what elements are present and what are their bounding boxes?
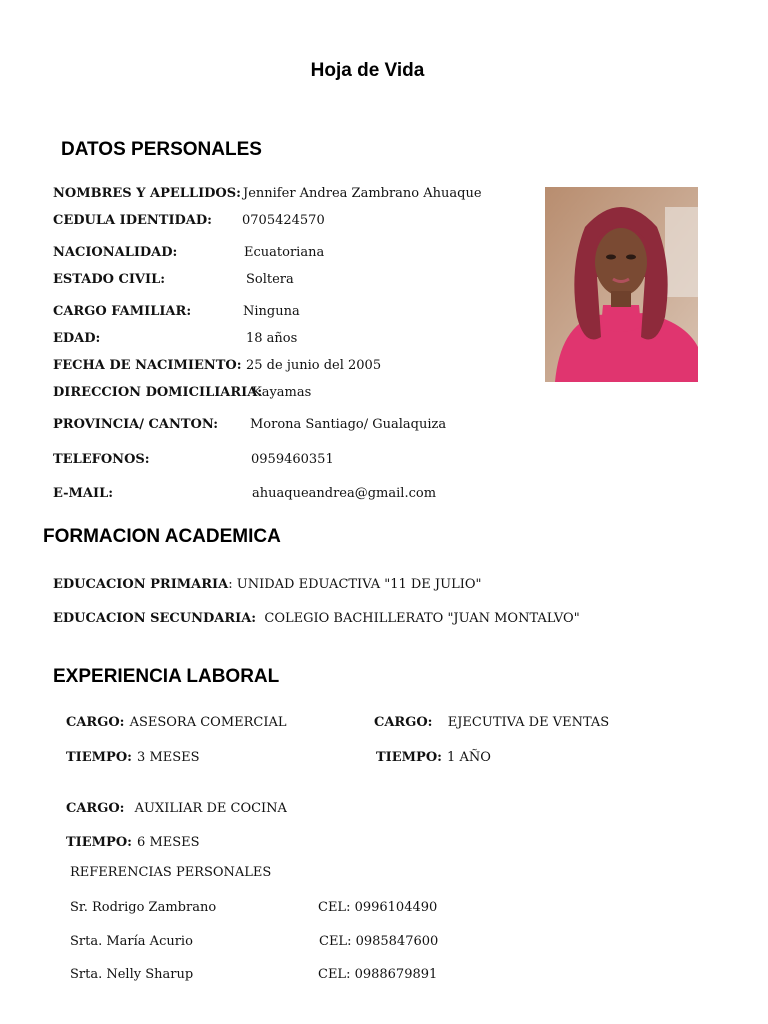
name-label: NOMBRES Y APELLIDOS: [53,186,241,201]
section-heading-experience: EXPERIENCIA LABORAL [53,666,280,687]
reference-phone: CEL: 0996104490 [318,900,438,915]
job-2-cargo [374,711,609,730]
job-3-cargo-value: AUXILIAR DE COCINA [134,801,287,816]
secondary-education-label: EDUCACION SECUNDARIA: [53,611,257,626]
id-label: CEDULA IDENTIDAD: [53,213,212,228]
birth-date-label: FECHA DE NACIMIENTO: [53,358,242,373]
primary-education-value: UNIDAD EDUACTIVA "11 DE JULIO" [236,577,482,592]
tiempo-label: TIEMPO: [66,835,132,850]
civil-status-value: Soltera [246,272,294,287]
reference-name: Srta. Nelly Sharup [70,967,194,982]
address-value: Kayamas [252,385,312,400]
reference-phone: CEL: 0988679891 [318,967,438,982]
tiempo-label: TIEMPO: [66,750,132,765]
address-label: DIRECCION DOMICILIARIA: [53,385,263,400]
reference-name: Srta. María Acurio [70,934,193,949]
phone-value: 0959460351 [251,452,334,467]
job-2-tiempo [376,746,491,765]
cargo-label: CARGO: [374,715,433,730]
job-1-tiempo-value: 3 MESES [137,750,200,765]
job-1-tiempo [66,746,200,765]
section-heading-personal: DATOS PERSONALES [61,139,262,160]
age-label: EDAD: [53,331,101,346]
job-3-tiempo-value: 6 MESES [137,835,200,850]
reference-phone: CEL: 0985847600 [319,934,439,949]
job-3-tiempo [66,831,200,850]
age-value: 18 años [246,331,298,346]
job-2-tiempo-value: 1 AÑO [447,750,491,765]
references-heading: REFERENCIAS PERSONALES [70,865,272,880]
secondary-education-row [53,607,580,626]
cargo-label: CARGO: [66,715,125,730]
email-label: E-MAIL: [53,486,114,501]
province-label: PROVINCIA/ CANTON: [53,417,219,432]
tiempo-label: TIEMPO: [376,750,442,765]
primary-education-row [53,573,482,592]
phone-label: TELEFONOS: [53,452,150,467]
secondary-education-value: COLEGIO BACHILLERATO "JUAN MONTALVO" [264,611,580,626]
email-value: ahuaqueandrea@gmail.com [252,486,437,501]
nationality-value: Ecuatoriana [244,245,325,260]
birth-date-value: 25 de junio del 2005 [246,358,382,373]
cargo-label: CARGO: [66,801,125,816]
civil-status-label: ESTADO CIVIL: [53,272,166,287]
reference-name: Sr. Rodrigo Zambrano [70,900,217,915]
page-title: Hoja de Vida [310,60,425,81]
province-value: Morona Santiago/ Gualaquiza [250,417,447,432]
job-1-cargo [66,711,287,730]
name-value: Jennifer Andrea Zambrano Ahuaque [243,186,482,201]
job-3-cargo [66,797,287,816]
profile-photo [545,187,698,382]
family-role-value: Ninguna [243,304,300,319]
id-value: 0705424570 [242,213,325,228]
job-1-cargo-value: ASESORA COMERCIAL [129,715,287,730]
primary-education-label: EDUCACION PRIMARIA [53,577,229,592]
family-role-label: CARGO FAMILIAR: [53,304,192,319]
primary-education-colon: : [228,577,237,592]
section-heading-education: FORMACION ACADEMICA [43,526,281,547]
nationality-label: NACIONALIDAD: [53,245,178,260]
job-2-cargo-value: EJECUTIVA DE VENTAS [447,715,610,730]
